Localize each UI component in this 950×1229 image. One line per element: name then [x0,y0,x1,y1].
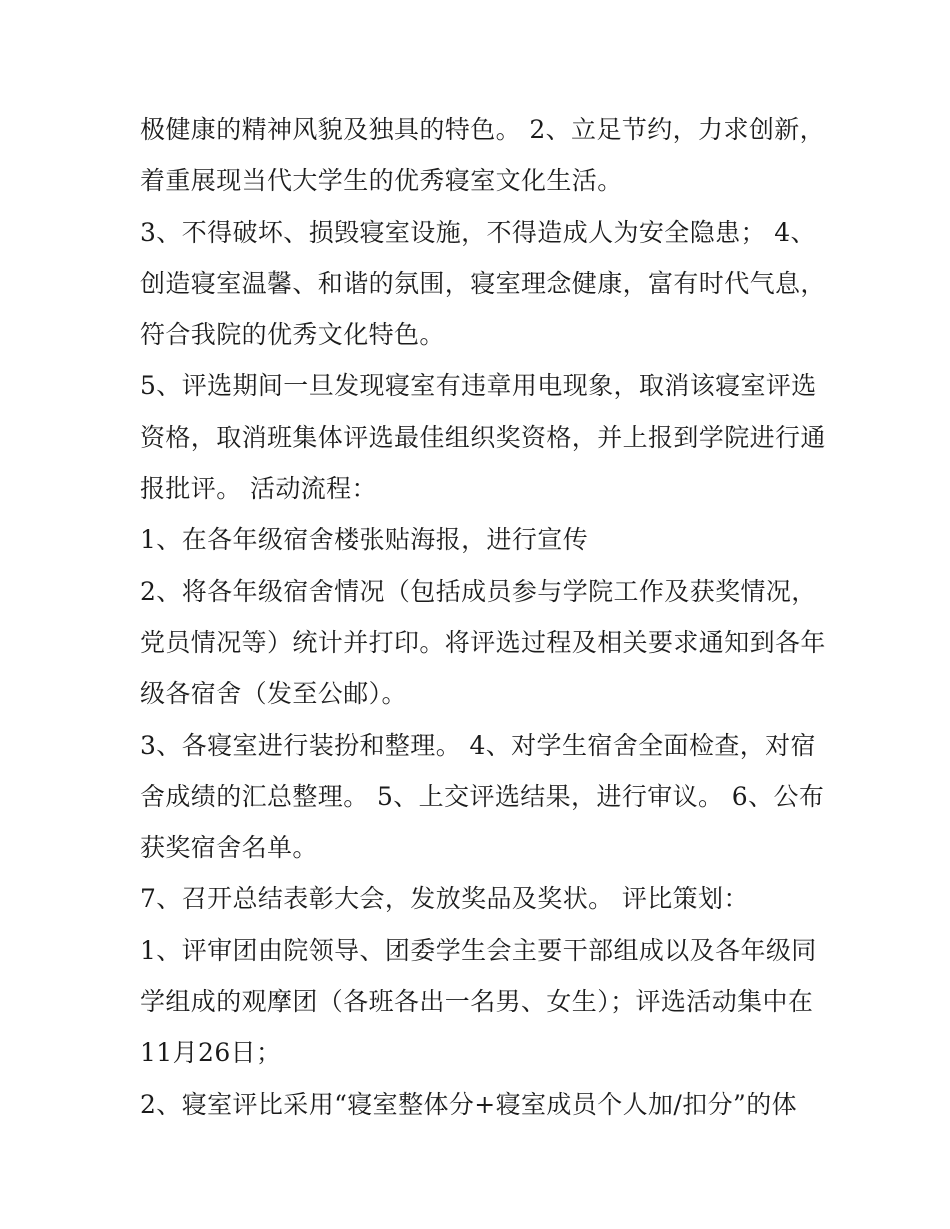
text-line: 获奖宿舍名单。 [140,833,318,863]
text-line: 3、不得破坏、损毁寝室设施，不得造成人为安全隐患； 4、 [140,217,816,247]
text-line: 2、将各年级宿舍情况（包括成员参与学院工作及获奖情况， [140,576,817,606]
document-body [140,104,826,1130]
text-line: 级各宿舍（发至公邮）。 [140,679,407,709]
text-line: 极健康的精神风貌及独具的特色。 2、立足节约，力求创新， [140,115,826,144]
text-line: 资格，取消班集体评选最佳组织奖资格，并上报到学院进行通 [140,422,826,452]
text-line: 3、各寝室进行装扮和整理。 4、对学生宿舍全面检查，对宿 [140,730,816,760]
text-line: 创造寝室温馨、和谐的氛围，寝室理念健康，富有时代气息， [140,268,826,298]
text-line: 5、评选期间一旦发现寝室有违章用电现象，取消该寝室评选 [140,371,817,401]
text-line: 1、在各年级宿舍楼张贴海报，进行宣传 [140,525,589,555]
text-line: 符合我院的优秀文化特色。 [140,320,445,350]
text-line: 党员情况等）统计并打印。将评选过程及相关要求通知到各年 [140,627,826,657]
text-line: 1、评审团由院领导、团委学生会主要干部组成以及各年级同 [140,935,817,965]
text-line: 2、寝室评比采用“寝室整体分+寝室成员个人加/扣分”的体 [140,1089,798,1119]
text-line: 报批评。 活动流程： [140,474,377,504]
text-line: 学组成的观摩团（各班各出一名男、女生）；评选活动集中在 [140,987,814,1017]
text-line: 舍成绩的汇总整理。 5、上交评选结果，进行审议。 6、公布 [140,781,825,811]
text-line: 11月26日； [140,1038,282,1068]
text-line: 7、召开总结表彰大会，发放奖品及奖状。 评比策划： [140,884,749,914]
text-line: 着重展现当代大学生的优秀寝室文化生活。 [140,166,623,196]
